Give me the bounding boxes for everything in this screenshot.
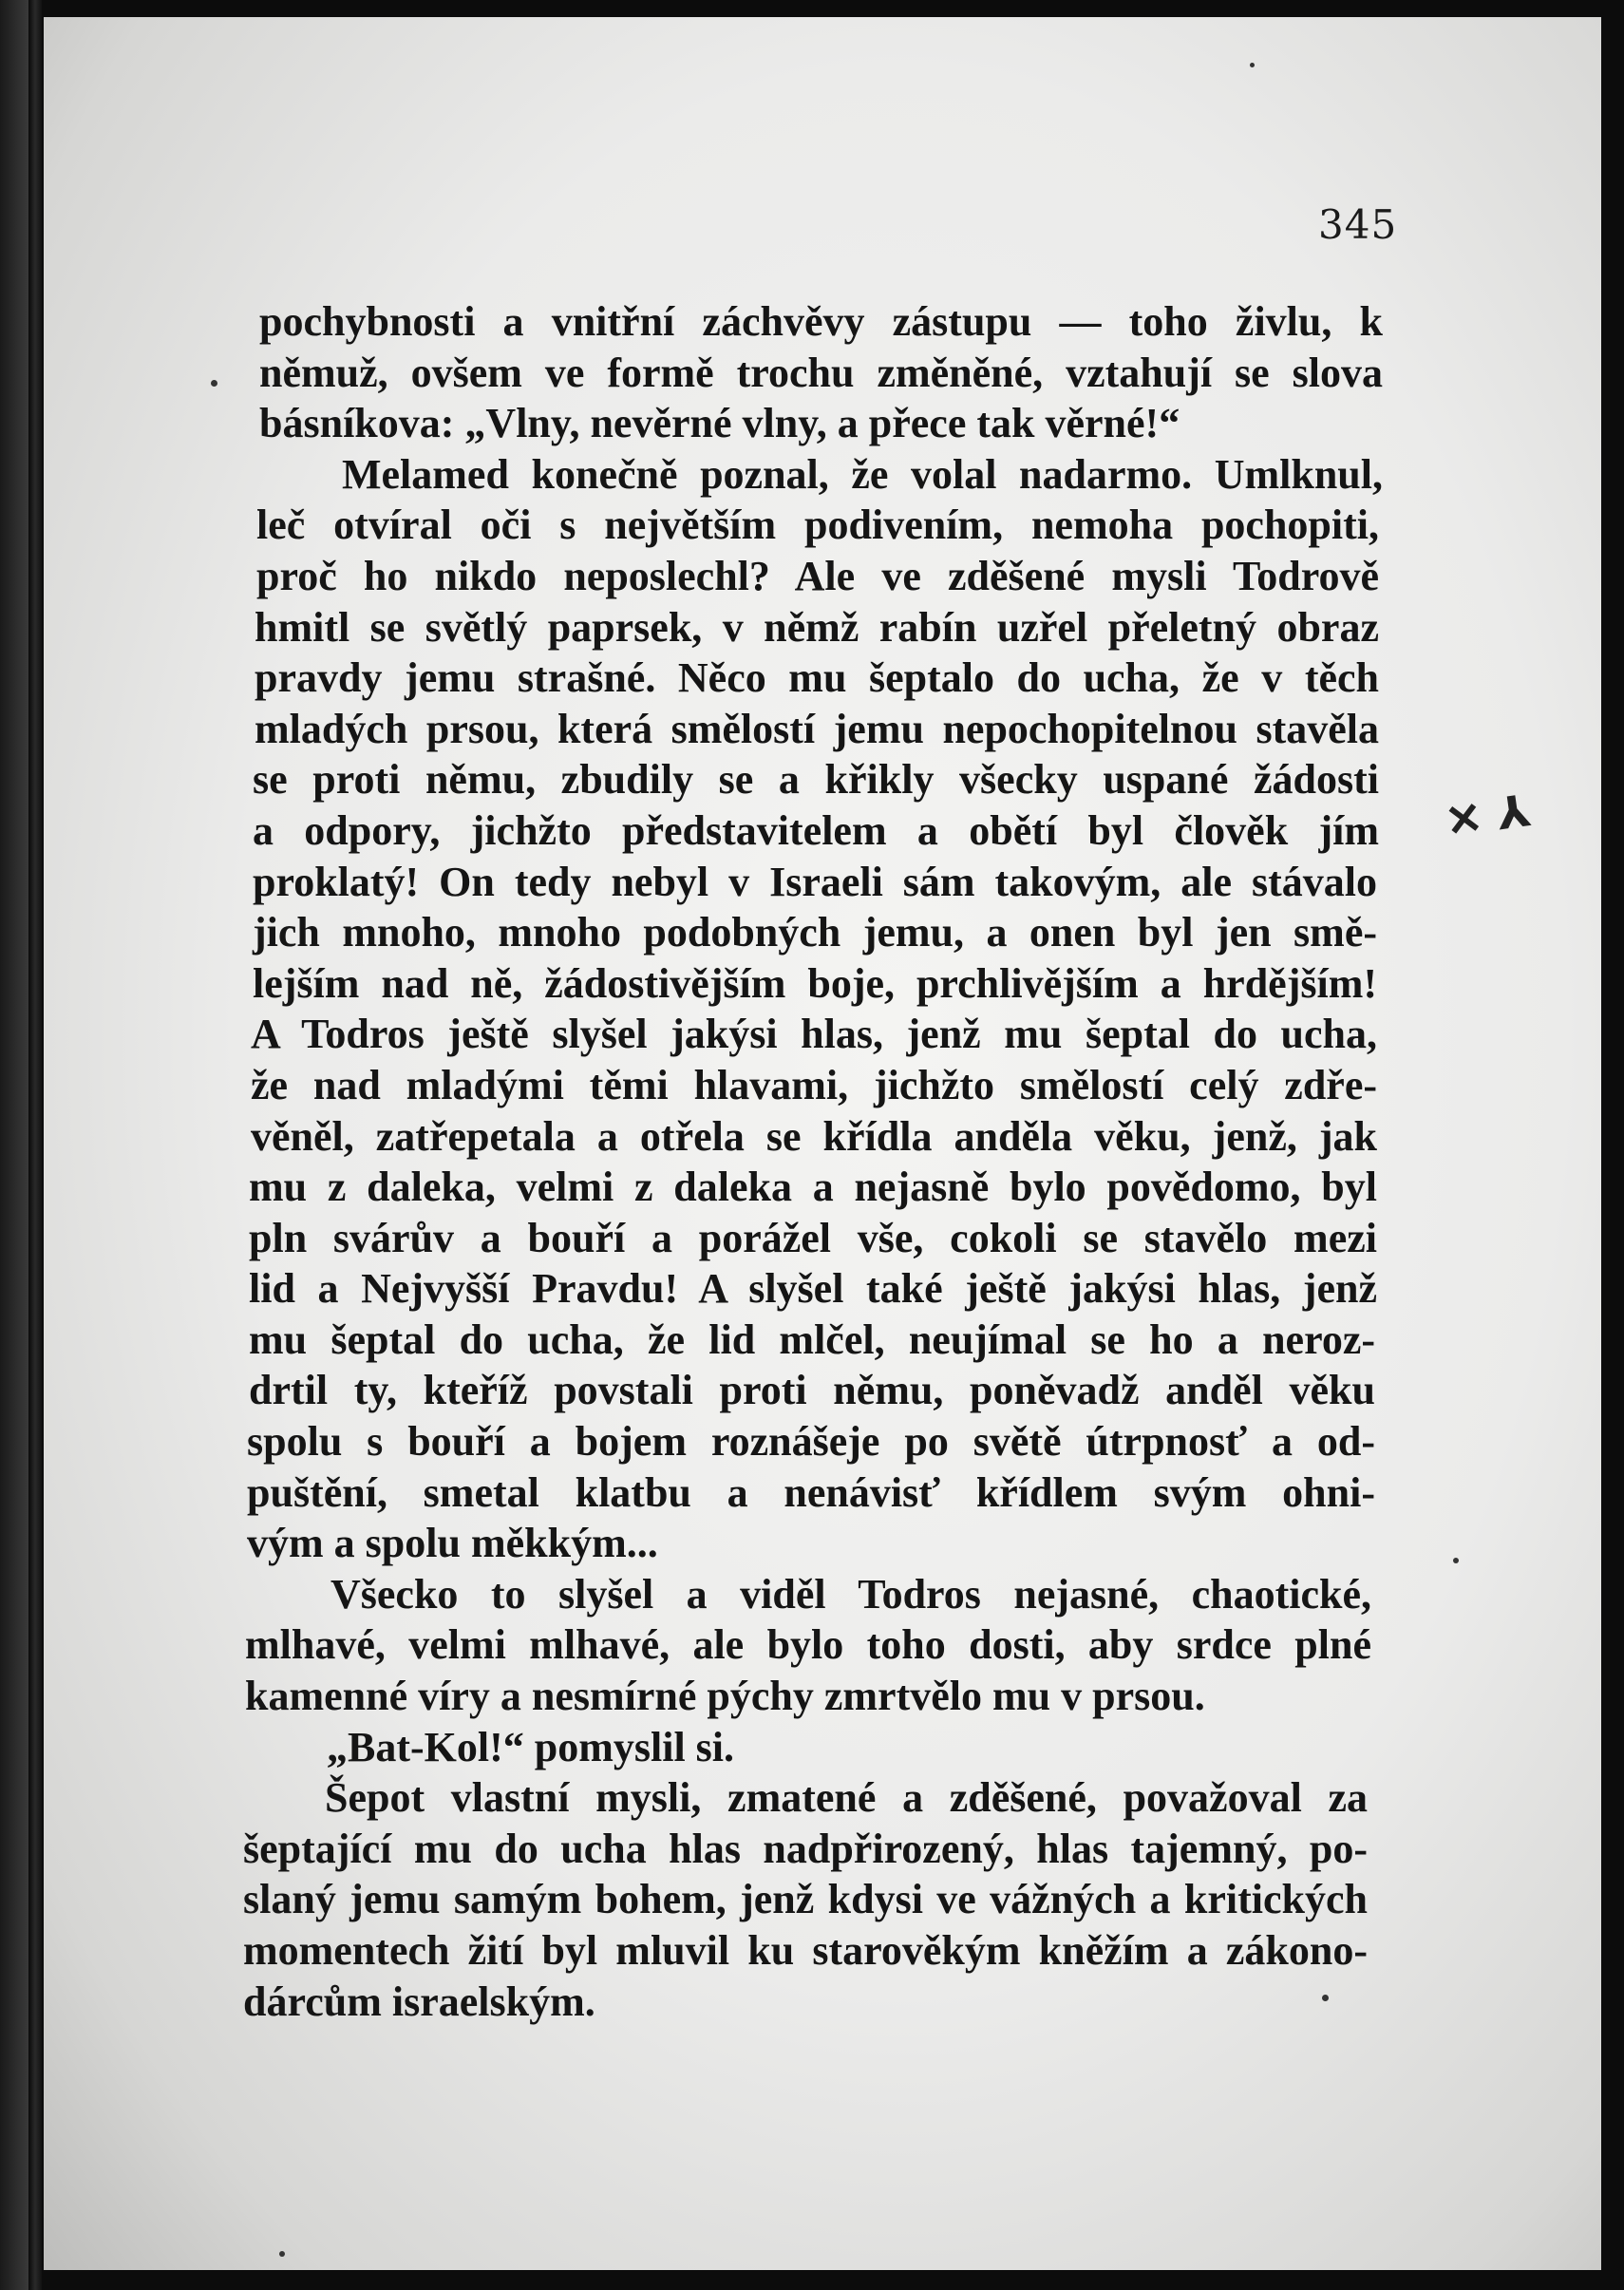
text-line: puštění, smetal klatbu a nenávisť křídlem svým ohni- [247, 1468, 1375, 1516]
text-line: Všecko to slyšel a viděl Todros nejasné, chaotické, [330, 1570, 1371, 1618]
text-line: a odpory, jichžto představitelem a obětí byl člověk jím [253, 806, 1379, 854]
text-line: dárcům israelským. [243, 1978, 595, 2025]
text-line: proč ho nikdo neposlechl? Ale ve zděšené mysli Todrově [256, 552, 1379, 599]
text-line: momentech žití byl mluvil ku starověkým kněžím a zákono- [243, 1927, 1368, 1974]
text-line: drtil ty, kteříž povstali proti němu, poněvadž anděl věku [249, 1367, 1375, 1414]
text-line: mu z daleka, velmi z daleka a nejasně bylo povědomo, byl [249, 1164, 1377, 1211]
text-line: lejším nad ně, žádostivějším boje, prchlivějším a hrdějším! [253, 959, 1377, 1007]
text-line: pravdy jemu strašné. Něco mu šeptalo do ucha, že v těch [255, 654, 1379, 702]
text-line: Šepot vlastní mysli, zmatené a zděšené, považoval za [325, 1774, 1368, 1822]
text-line: mu šeptal do ucha, že lid mlčel, neujímal se ho a neroz- [249, 1315, 1375, 1363]
page-number: 345 [1318, 201, 1398, 248]
text-line: kamenné víry a nesmírné pýchy zmrtvělo mu v prsou. [245, 1673, 1205, 1720]
text-line: „Bat-Kol!“ pomyslil si. [327, 1723, 735, 1770]
text-line: hmitl se světlý paprsek, v němž rabín uzřel přeletný obraz [255, 603, 1379, 651]
bullet-speck [211, 380, 217, 387]
text-line: jich mnoho, mnoho podobných jemu, a onen byl jen smě- [253, 909, 1377, 956]
body-text [243, 296, 1383, 2027]
text-line: básníkova: „Vlny, nevěrné vlny, a přece tak věrné!“ [259, 400, 1180, 447]
text-line: pln svárův a bouří a porážel vše, cokoli se stavělo mezi [249, 1214, 1377, 1261]
text-line: že nad mladými těmi hlavami, jichžto smělostí celý zdře- [251, 1061, 1377, 1108]
text-line: slaný jemu samým bohem, jenž kdysi ve vážných a kritických [243, 1876, 1368, 1923]
text-line: A Todros ještě slyšel jakýsi hlas, jenž mu šeptal do ucha, [251, 1011, 1377, 1058]
book-spine [28, 0, 42, 2290]
text-line: šeptající mu do ucha hlas nadpřirozený, hlas tajemný, po- [243, 1825, 1368, 1872]
text-line: proklatý! On tedy nebyl v Israeli sám takovým, ale stávalo [253, 858, 1377, 905]
dust-speck [1250, 63, 1255, 67]
text-line: mladých prsou, která smělostí jemu nepochopitelnou stavěla [255, 705, 1379, 752]
text-line: leč otvíral oči s největším podivením, nemoha pochopiti, [256, 502, 1379, 549]
text-line: mlhavé, velmi mlhavé, ale bylo toho dosti, aby srdce plné [245, 1621, 1371, 1669]
dust-speck [1453, 1558, 1459, 1563]
text-line: němuž, ovšem ve formě trochu změněné, vztahují se slova [259, 349, 1383, 396]
text-line: lid a Nejvyšší Pravdu! A slyšel také ještě jakýsi hlas, jenž [249, 1265, 1377, 1313]
text-line: se proti němu, zbudily se a křikly všecky uspané žádosti [253, 756, 1379, 804]
text-line: věněl, zatřepetala a otřela se křídla anděla věku, jenž, jak [251, 1112, 1377, 1160]
page-edge-shadow [0, 0, 28, 2290]
dust-speck [279, 2251, 285, 2257]
dust-speck [1322, 1995, 1329, 2001]
text-line: spolu s bouří a bojem roznášeje po světě útrpnosť a od- [247, 1418, 1375, 1466]
text-line: vým a spolu měkkým... [247, 1520, 658, 1567]
text-line: Melamed konečně poznal, že volal nadarmo. Umlknul, [342, 450, 1383, 498]
text-line: pochybnosti a vnitřní záchvěvy zástupu — toho živlu, k [259, 298, 1383, 345]
handwritten-margin-mark: ✕ ⅄ [1442, 785, 1534, 847]
